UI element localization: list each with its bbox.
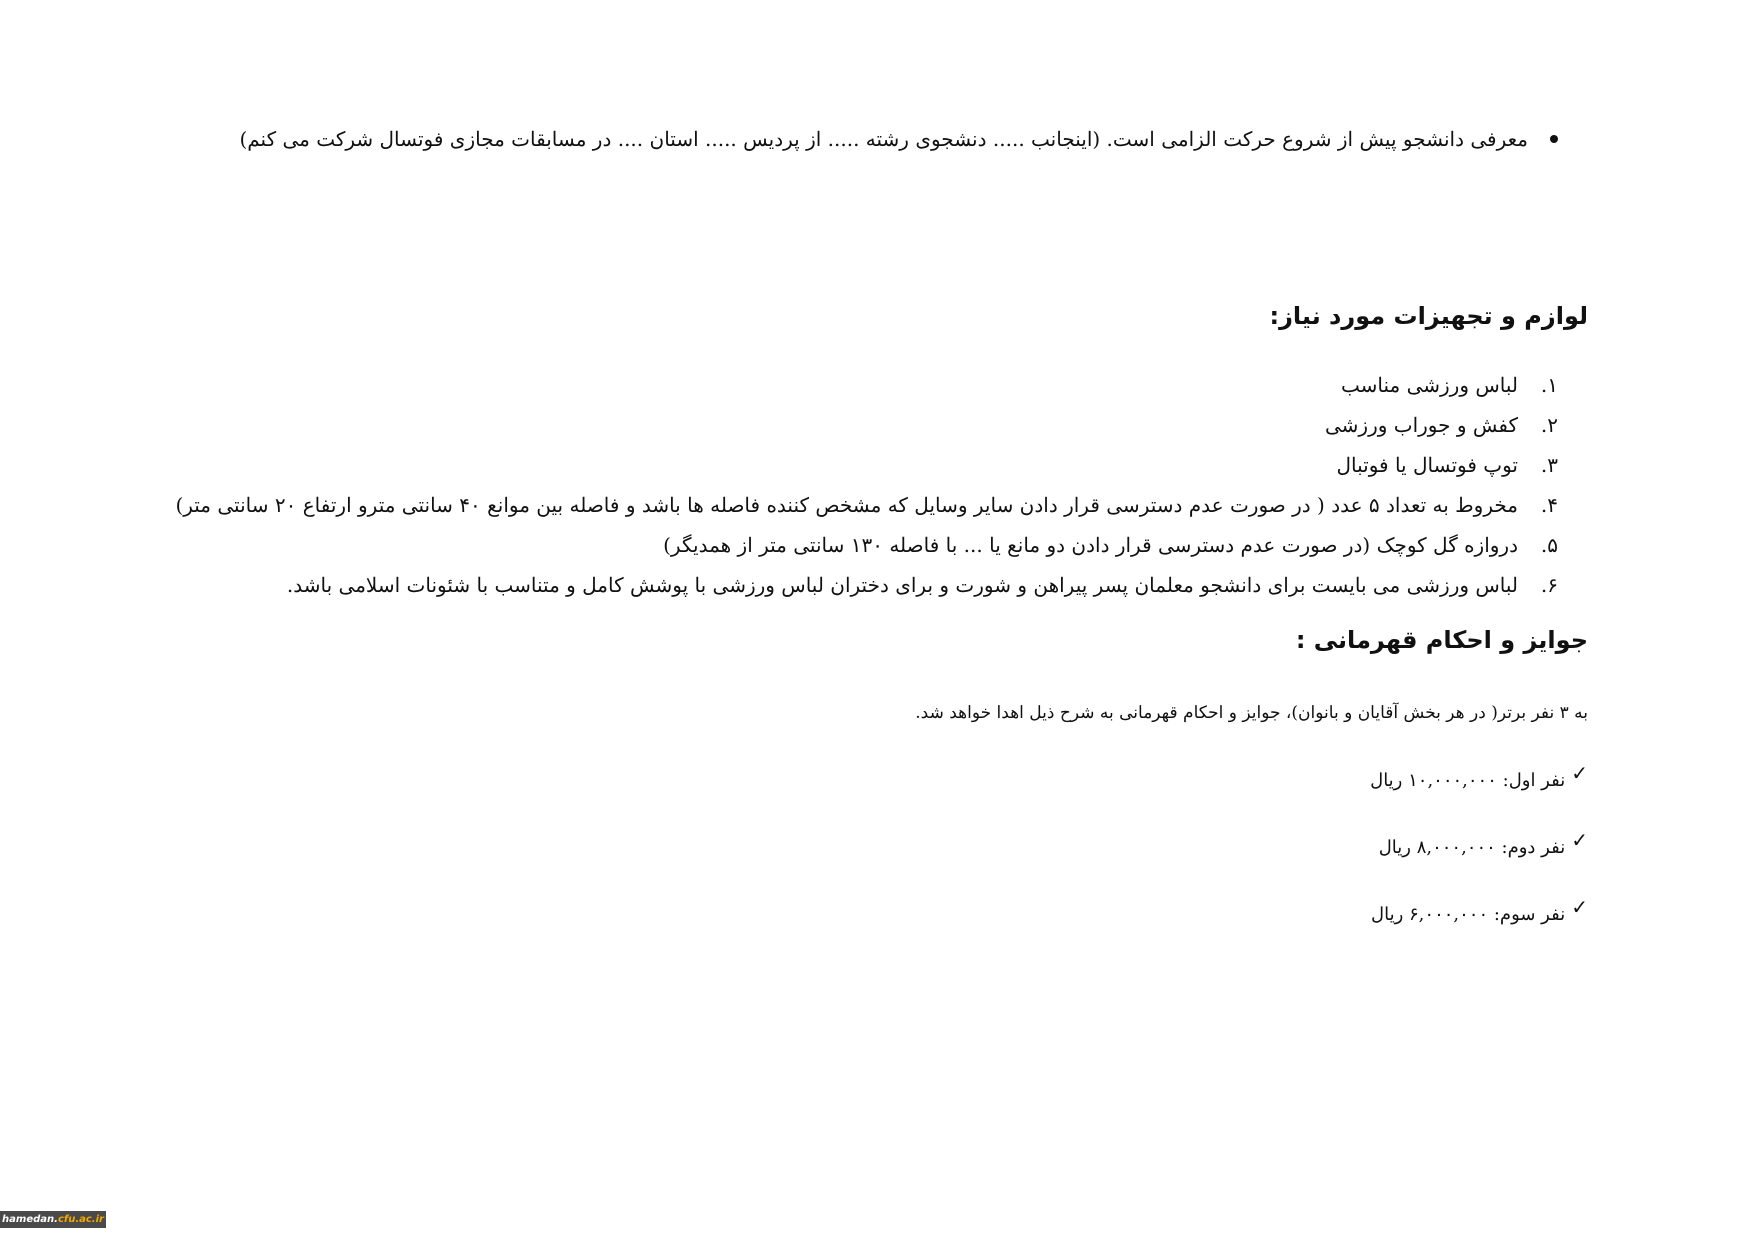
equipment-list	[175, 365, 1558, 605]
prize-text: نفر اول: ۱۰,۰۰۰,۰۰۰ ریال	[1370, 770, 1566, 791]
prize-item-third	[1371, 895, 1588, 929]
list-item-number: ۴.	[1540, 493, 1558, 517]
prize-item-first	[1370, 761, 1588, 795]
list-item-text: مخروط به تعداد ۵ عدد ( در صورت عدم دسترسی قرار دادن سایر وسایل که مشخص کننده فاصله ها باشد و فاصله بین موانع ۴۰ سانتی مترو ارتفاع ۲۰ سانتی متر)	[175, 493, 1518, 517]
list-item-text: لباس ورزشی می بایست برای دانشجو معلمان پسر پیراهن و شورت و برای دختران لباس ورزشی با پوشش کامل و متناسب با شئونات اسلامی باشد.	[286, 573, 1518, 597]
list-item-number: ۶.	[1540, 573, 1558, 597]
list-item-text: کفش و جوراب ورزشی	[1324, 413, 1518, 437]
site-watermark	[0, 1211, 106, 1228]
prize-text: نفر دوم: ۸,۰۰۰,۰۰۰ ریال	[1378, 837, 1566, 858]
site-watermark-accent: cfu.ac.ir	[57, 1214, 104, 1225]
intro-bullet-text: معرفی دانشجو پیش از شروع حرکت الزامی است. (اینجانب ..... دنشجوی رشته ..... از پردیس ..... استان .... در مسابقات مجازی فوتسال شرکت می کنم)	[239, 127, 1528, 151]
list-item	[175, 525, 1558, 565]
bullet-icon	[1550, 135, 1558, 143]
list-item-text: توپ فوتسال یا فوتبال	[1336, 453, 1518, 477]
list-item-number: ۱.	[1540, 373, 1558, 397]
list-item-number: ۲.	[1540, 413, 1558, 437]
prize-item-second	[1378, 828, 1588, 862]
check-icon: ✓	[1571, 761, 1588, 785]
check-icon: ✓	[1571, 828, 1588, 852]
prizes-heading: جوایز و احکام قهرمانی :	[1295, 626, 1588, 654]
list-item	[175, 445, 1558, 485]
intro-bullet-item	[239, 124, 1558, 154]
site-watermark-main: hamedan.	[2, 1214, 58, 1225]
list-item-number: ۵.	[1540, 533, 1558, 557]
list-item-text: دروازه گل کوچک (در صورت عدم دسترسی قرار دادن دو مانع یا ... با فاصله ۱۳۰ سانتی متر از همدیگر)	[663, 533, 1518, 557]
check-icon: ✓	[1571, 895, 1588, 919]
list-item	[175, 365, 1558, 405]
equipment-heading: لوازم و تجهیزات مورد نیاز:	[1269, 302, 1588, 330]
list-item-number: ۳.	[1540, 453, 1558, 477]
list-item	[175, 485, 1558, 525]
prize-text: نفر سوم: ۶,۰۰۰,۰۰۰ ریال	[1371, 904, 1566, 925]
list-item	[175, 565, 1558, 605]
list-item	[175, 405, 1558, 445]
prizes-intro: به ۳ نفر برتر( در هر بخش آقایان و بانوان)، جوایز و احکام قهرمانی به شرح ذیل اهدا خواهد شد.	[915, 703, 1588, 723]
list-item-text: لباس ورزشی مناسب	[1341, 373, 1518, 397]
